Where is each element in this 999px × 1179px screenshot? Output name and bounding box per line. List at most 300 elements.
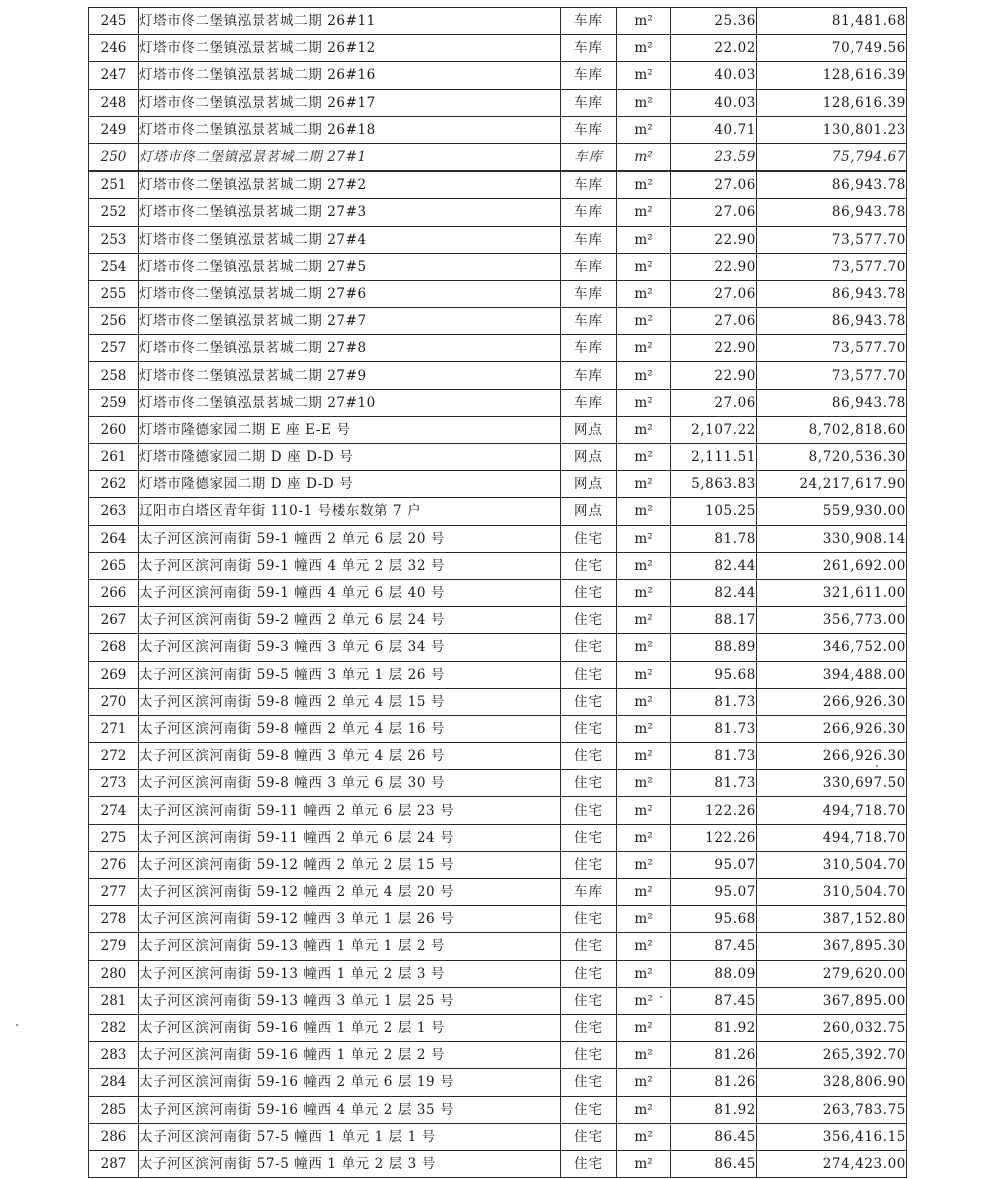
property-location: 灯塔市隆德家园二期 D 座 D-D 号 <box>139 444 561 471</box>
table-row <box>89 89 907 116</box>
row-number: 260 <box>89 416 139 443</box>
property-area: 22.02 <box>671 35 757 62</box>
property-area: 81.78 <box>671 525 757 552</box>
property-location: 灯塔市佟二堡镇泓景茗城二期 26#18 <box>139 116 561 143</box>
property-area: 86.45 <box>671 1150 757 1177</box>
property-area: 5,863.83 <box>671 471 757 498</box>
table-row <box>89 906 907 933</box>
property-area: 25.36 <box>671 8 757 35</box>
property-type: 住宅 <box>561 743 617 770</box>
area-unit: m² <box>617 797 671 824</box>
property-location: 灯塔市佟二堡镇泓景茗城二期 27#9 <box>139 362 561 389</box>
property-area: 82.44 <box>671 579 757 606</box>
area-unit: m² <box>617 933 671 960</box>
area-unit: m² <box>617 226 671 253</box>
row-number: 267 <box>89 607 139 634</box>
property-type: 车库 <box>561 879 617 906</box>
property-price: 346,752.00 <box>757 634 907 661</box>
property-price: 24,217,617.90 <box>757 471 907 498</box>
property-price: 86,943.78 <box>757 389 907 416</box>
row-number: 269 <box>89 661 139 688</box>
area-unit: m² <box>617 308 671 335</box>
property-location: 太子河区滨河南街 59-8 幢西 2 单元 4 层 16 号 <box>139 715 561 742</box>
area-unit: m² <box>617 607 671 634</box>
property-location: 太子河区滨河南街 59-3 幢西 3 单元 6 层 34 号 <box>139 634 561 661</box>
row-number: 263 <box>89 498 139 525</box>
property-area: 40.03 <box>671 62 757 89</box>
property-area: 87.45 <box>671 987 757 1014</box>
row-number: 265 <box>89 552 139 579</box>
property-area: 27.06 <box>671 308 757 335</box>
property-location: 太子河区滨河南街 59-13 幢西 1 单元 2 层 3 号 <box>139 960 561 987</box>
row-number: 248 <box>89 89 139 116</box>
property-type: 住宅 <box>561 1014 617 1041</box>
property-price: 321,611.00 <box>757 579 907 606</box>
area-unit: m² <box>617 8 671 35</box>
area-unit: m² <box>617 171 671 199</box>
property-area: 2,107.22 <box>671 416 757 443</box>
property-price: 73,577.70 <box>757 253 907 280</box>
property-price: 75,794.67 <box>757 143 907 171</box>
area-unit: m² <box>617 389 671 416</box>
property-area: 95.07 <box>671 851 757 878</box>
table-row <box>89 253 907 280</box>
scan-speck <box>16 1024 18 1026</box>
property-price: 494,718.70 <box>757 824 907 851</box>
property-type: 车库 <box>561 35 617 62</box>
area-unit: m² <box>617 1096 671 1123</box>
table-row <box>89 226 907 253</box>
property-area: 22.90 <box>671 226 757 253</box>
table-row <box>89 1123 907 1150</box>
property-location: 太子河区滨河南街 59-13 幢西 1 单元 1 层 2 号 <box>139 933 561 960</box>
area-unit: m² <box>617 1042 671 1069</box>
row-number: 286 <box>89 1123 139 1150</box>
property-location: 太子河区滨河南街 59-16 幢西 1 单元 2 层 2 号 <box>139 1042 561 1069</box>
property-area: 27.06 <box>671 280 757 307</box>
property-price: 8,702,818.60 <box>757 416 907 443</box>
area-unit: m² <box>617 688 671 715</box>
property-location: 太子河区滨河南街 59-12 幢西 3 单元 1 层 26 号 <box>139 906 561 933</box>
row-number: 283 <box>89 1042 139 1069</box>
table-row <box>89 199 907 226</box>
property-location: 灯塔市佟二堡镇泓景茗城二期 26#11 <box>139 8 561 35</box>
area-unit: m² <box>617 143 671 171</box>
table-row <box>89 280 907 307</box>
property-location: 太子河区滨河南街 59-8 幢西 2 单元 4 层 15 号 <box>139 688 561 715</box>
property-location: 灯塔市佟二堡镇泓景茗城二期 27#3 <box>139 199 561 226</box>
table-row <box>89 879 907 906</box>
area-unit: m² <box>617 498 671 525</box>
property-location: 灯塔市佟二堡镇泓景茗城二期 27#5 <box>139 253 561 280</box>
property-type: 住宅 <box>561 770 617 797</box>
property-location: 太子河区滨河南街 59-13 幢西 3 单元 1 层 25 号 <box>139 987 561 1014</box>
property-price: 86,943.78 <box>757 171 907 199</box>
area-unit: m² <box>617 770 671 797</box>
property-type: 网点 <box>561 471 617 498</box>
property-price: 73,577.70 <box>757 362 907 389</box>
property-type: 住宅 <box>561 1042 617 1069</box>
table-row <box>89 471 907 498</box>
property-type: 住宅 <box>561 688 617 715</box>
property-type: 车库 <box>561 143 617 171</box>
area-unit: m² <box>617 1150 671 1177</box>
table-row <box>89 770 907 797</box>
property-type: 车库 <box>561 308 617 335</box>
property-area: 81.73 <box>671 743 757 770</box>
table-row <box>89 688 907 715</box>
property-area: 27.06 <box>671 171 757 199</box>
area-unit: m² <box>617 89 671 116</box>
property-area: 81.73 <box>671 715 757 742</box>
property-type: 住宅 <box>561 1123 617 1150</box>
property-area: 23.59 <box>671 143 757 171</box>
area-unit: m² <box>617 661 671 688</box>
property-type: 车库 <box>561 226 617 253</box>
area-unit: m² <box>617 960 671 987</box>
area-unit: m² <box>617 579 671 606</box>
property-location: 太子河区滨河南街 57-5 幢西 1 单元 1 层 1 号 <box>139 1123 561 1150</box>
property-area: 40.71 <box>671 116 757 143</box>
property-type: 车库 <box>561 335 617 362</box>
area-unit: m² <box>617 715 671 742</box>
property-type: 车库 <box>561 89 617 116</box>
property-price: 310,504.70 <box>757 851 907 878</box>
area-unit: m² <box>617 906 671 933</box>
property-area: 82.44 <box>671 552 757 579</box>
property-area: 81.92 <box>671 1096 757 1123</box>
area-unit: m² <box>617 525 671 552</box>
property-type: 车库 <box>561 171 617 199</box>
property-price: 8,720,536.30 <box>757 444 907 471</box>
property-price: 274,423.00 <box>757 1150 907 1177</box>
property-location: 太子河区滨河南街 59-1 幢西 2 单元 6 层 20 号 <box>139 525 561 552</box>
table-row <box>89 1042 907 1069</box>
row-number: 249 <box>89 116 139 143</box>
property-type: 车库 <box>561 253 617 280</box>
property-price: 310,504.70 <box>757 879 907 906</box>
property-type: 车库 <box>561 389 617 416</box>
property-price: 128,616.39 <box>757 62 907 89</box>
area-unit: m² <box>617 1123 671 1150</box>
table-row <box>89 143 907 171</box>
property-area: 22.90 <box>671 335 757 362</box>
table-row <box>89 362 907 389</box>
area-unit: m² <box>617 879 671 906</box>
property-price: 494,718.70 <box>757 797 907 824</box>
property-type: 住宅 <box>561 525 617 552</box>
area-unit: m² <box>617 199 671 226</box>
row-number: 271 <box>89 715 139 742</box>
property-location: 灯塔市佟二堡镇泓景茗城二期 26#17 <box>139 89 561 116</box>
row-number: 266 <box>89 579 139 606</box>
property-price: 261,692.00 <box>757 552 907 579</box>
property-price: 86,943.78 <box>757 280 907 307</box>
property-location: 灯塔市佟二堡镇泓景茗城二期 26#16 <box>139 62 561 89</box>
area-unit: m² <box>617 1014 671 1041</box>
row-number: 287 <box>89 1150 139 1177</box>
property-location: 灯塔市佟二堡镇泓景茗城二期 27#8 <box>139 335 561 362</box>
property-price: 130,801.23 <box>757 116 907 143</box>
table-row <box>89 8 907 35</box>
property-location: 太子河区滨河南街 59-16 幢西 1 单元 2 层 1 号 <box>139 1014 561 1041</box>
property-type: 车库 <box>561 116 617 143</box>
area-unit: m² <box>617 335 671 362</box>
property-location: 灯塔市佟二堡镇泓景茗城二期 27#7 <box>139 308 561 335</box>
property-price: 330,908.14 <box>757 525 907 552</box>
table-row <box>89 797 907 824</box>
property-type: 住宅 <box>561 715 617 742</box>
property-location: 灯塔市隆德家园二期 D 座 D-D 号 <box>139 471 561 498</box>
property-price: 86,943.78 <box>757 199 907 226</box>
property-area: 105.25 <box>671 498 757 525</box>
table-row <box>89 743 907 770</box>
property-location: 太子河区滨河南街 59-16 幢西 4 单元 2 层 35 号 <box>139 1096 561 1123</box>
area-unit: m² <box>617 253 671 280</box>
property-location: 太子河区滨河南街 59-2 幢西 2 单元 6 层 24 号 <box>139 607 561 634</box>
property-area: 22.90 <box>671 253 757 280</box>
table-row <box>89 416 907 443</box>
area-unit: m² <box>617 416 671 443</box>
table-row <box>89 35 907 62</box>
table-row <box>89 1014 907 1041</box>
row-number: 264 <box>89 525 139 552</box>
property-type: 住宅 <box>561 579 617 606</box>
property-price: 266,926.30 <box>757 688 907 715</box>
property-location: 太子河区滨河南街 59-11 幢西 2 单元 6 层 23 号 <box>139 797 561 824</box>
table-row <box>89 607 907 634</box>
property-type: 车库 <box>561 8 617 35</box>
property-price: 356,416.15 <box>757 1123 907 1150</box>
table-row <box>89 715 907 742</box>
area-unit: m² <box>617 824 671 851</box>
property-price: 328,806.90 <box>757 1069 907 1096</box>
property-location: 辽阳市白塔区青年街 110-1 号楼东数第 7 户 <box>139 498 561 525</box>
area-unit: m² <box>617 552 671 579</box>
row-number: 273 <box>89 770 139 797</box>
property-type: 住宅 <box>561 661 617 688</box>
row-number: 257 <box>89 335 139 362</box>
property-area: 81.73 <box>671 688 757 715</box>
property-location: 太子河区滨河南街 59-11 幢西 2 单元 6 层 24 号 <box>139 824 561 851</box>
property-area: 40.03 <box>671 89 757 116</box>
area-unit: m² <box>617 743 671 770</box>
property-price: 394,488.00 <box>757 661 907 688</box>
property-price: 73,577.70 <box>757 226 907 253</box>
row-number: 285 <box>89 1096 139 1123</box>
property-type: 住宅 <box>561 933 617 960</box>
row-number: 245 <box>89 8 139 35</box>
property-area: 122.26 <box>671 824 757 851</box>
property-type: 住宅 <box>561 1096 617 1123</box>
property-location: 太子河区滨河南街 59-16 幢西 2 单元 6 层 19 号 <box>139 1069 561 1096</box>
property-price: 279,620.00 <box>757 960 907 987</box>
property-location: 太子河区滨河南街 59-5 幢西 3 单元 1 层 26 号 <box>139 661 561 688</box>
property-table-body <box>89 8 907 1178</box>
property-price: 73,577.70 <box>757 335 907 362</box>
property-location: 灯塔市佟二堡镇泓景茗城二期 27#4 <box>139 226 561 253</box>
row-number: 279 <box>89 933 139 960</box>
property-type: 车库 <box>561 280 617 307</box>
property-price: 367,895.00 <box>757 987 907 1014</box>
table-row <box>89 933 907 960</box>
property-price: 387,152.80 <box>757 906 907 933</box>
row-number: 258 <box>89 362 139 389</box>
property-price: 128,616.39 <box>757 89 907 116</box>
table-row <box>89 987 907 1014</box>
property-area: 88.17 <box>671 607 757 634</box>
row-number: 268 <box>89 634 139 661</box>
property-area: 81.73 <box>671 770 757 797</box>
property-area: 95.07 <box>671 879 757 906</box>
row-number: 261 <box>89 444 139 471</box>
property-price: 70,749.56 <box>757 35 907 62</box>
property-area: 81.92 <box>671 1014 757 1041</box>
property-type: 住宅 <box>561 607 617 634</box>
area-unit: m² <box>617 116 671 143</box>
row-number: 252 <box>89 199 139 226</box>
area-unit: m² <box>617 280 671 307</box>
property-price: 330,697.50 <box>757 770 907 797</box>
property-location: 灯塔市佟二堡镇泓景茗城二期 27#1 <box>139 143 561 171</box>
property-price: 266,926.30 <box>757 743 907 770</box>
area-unit: m² <box>617 851 671 878</box>
table-row <box>89 498 907 525</box>
row-number: 254 <box>89 253 139 280</box>
property-type: 住宅 <box>561 851 617 878</box>
property-area: 88.09 <box>671 960 757 987</box>
row-number: 253 <box>89 226 139 253</box>
table-row <box>89 661 907 688</box>
property-location: 太子河区滨河南街 59-8 幢西 3 单元 4 层 26 号 <box>139 743 561 770</box>
property-area: 81.26 <box>671 1042 757 1069</box>
property-type: 住宅 <box>561 1150 617 1177</box>
property-price: 265,392.70 <box>757 1042 907 1069</box>
property-area: 87.45 <box>671 933 757 960</box>
property-area: 27.06 <box>671 389 757 416</box>
property-type: 网点 <box>561 498 617 525</box>
property-location: 灯塔市隆德家园二期 E 座 E-E 号 <box>139 416 561 443</box>
property-location: 太子河区滨河南街 59-8 幢西 3 单元 6 层 30 号 <box>139 770 561 797</box>
area-unit: m² <box>617 444 671 471</box>
property-type: 住宅 <box>561 552 617 579</box>
property-type: 车库 <box>561 199 617 226</box>
row-number: 272 <box>89 743 139 770</box>
row-number: 250 <box>89 143 139 171</box>
property-type: 车库 <box>561 62 617 89</box>
area-unit: m² <box>617 471 671 498</box>
area-unit: m² <box>617 987 671 1014</box>
row-number: 281 <box>89 987 139 1014</box>
property-type: 住宅 <box>561 1069 617 1096</box>
property-type: 住宅 <box>561 960 617 987</box>
area-unit: m² <box>617 634 671 661</box>
row-number: 277 <box>89 879 139 906</box>
row-number: 255 <box>89 280 139 307</box>
row-number: 278 <box>89 906 139 933</box>
property-price: 559,930.00 <box>757 498 907 525</box>
property-table <box>88 7 907 1178</box>
property-price: 367,895.30 <box>757 933 907 960</box>
row-number: 275 <box>89 824 139 851</box>
property-area: 95.68 <box>671 906 757 933</box>
scan-speck <box>876 765 878 767</box>
property-type: 住宅 <box>561 824 617 851</box>
property-type: 网点 <box>561 416 617 443</box>
row-number: 270 <box>89 688 139 715</box>
table-row <box>89 62 907 89</box>
property-area: 81.26 <box>671 1069 757 1096</box>
property-price: 81,481.68 <box>757 8 907 35</box>
table-row <box>89 579 907 606</box>
property-area: 86.45 <box>671 1123 757 1150</box>
property-price: 266,926.30 <box>757 715 907 742</box>
property-type: 住宅 <box>561 987 617 1014</box>
table-row <box>89 960 907 987</box>
property-location: 灯塔市佟二堡镇泓景茗城二期 27#6 <box>139 280 561 307</box>
table-row <box>89 525 907 552</box>
property-location: 灯塔市佟二堡镇泓景茗城二期 27#2 <box>139 171 561 199</box>
table-row <box>89 851 907 878</box>
row-number: 259 <box>89 389 139 416</box>
property-location: 灯塔市佟二堡镇泓景茗城二期 26#12 <box>139 35 561 62</box>
property-type: 住宅 <box>561 797 617 824</box>
table-row <box>89 1069 907 1096</box>
property-area: 22.90 <box>671 362 757 389</box>
area-unit: m² <box>617 62 671 89</box>
table-row <box>89 1150 907 1177</box>
row-number: 274 <box>89 797 139 824</box>
table-row <box>89 116 907 143</box>
property-price: 263,783.75 <box>757 1096 907 1123</box>
table-row <box>89 335 907 362</box>
table-row <box>89 308 907 335</box>
table-row <box>89 171 907 199</box>
table-row <box>89 552 907 579</box>
row-number: 282 <box>89 1014 139 1041</box>
area-unit: m² <box>617 35 671 62</box>
row-number: 256 <box>89 308 139 335</box>
property-location: 太子河区滨河南街 59-12 幢西 2 单元 2 层 15 号 <box>139 851 561 878</box>
table-row <box>89 444 907 471</box>
property-location: 太子河区滨河南街 57-5 幢西 1 单元 2 层 3 号 <box>139 1150 561 1177</box>
row-number: 246 <box>89 35 139 62</box>
property-price: 86,943.78 <box>757 308 907 335</box>
property-type: 住宅 <box>561 906 617 933</box>
area-unit: m² <box>617 1069 671 1096</box>
property-price: 260,032.75 <box>757 1014 907 1041</box>
row-number: 262 <box>89 471 139 498</box>
row-number: 251 <box>89 171 139 199</box>
property-location: 太子河区滨河南街 59-1 幢西 4 单元 2 层 32 号 <box>139 552 561 579</box>
property-type: 住宅 <box>561 634 617 661</box>
property-area: 27.06 <box>671 199 757 226</box>
row-number: 247 <box>89 62 139 89</box>
property-area: 95.68 <box>671 661 757 688</box>
row-number: 284 <box>89 1069 139 1096</box>
property-location: 太子河区滨河南街 59-12 幢西 2 单元 4 层 20 号 <box>139 879 561 906</box>
table-row <box>89 824 907 851</box>
scan-speck <box>660 996 662 998</box>
property-area: 88.89 <box>671 634 757 661</box>
property-area: 2,111.51 <box>671 444 757 471</box>
property-location: 太子河区滨河南街 59-1 幢西 4 单元 6 层 40 号 <box>139 579 561 606</box>
table-row <box>89 1096 907 1123</box>
property-location: 灯塔市佟二堡镇泓景茗城二期 27#10 <box>139 389 561 416</box>
table-row <box>89 389 907 416</box>
area-unit: m² <box>617 362 671 389</box>
row-number: 280 <box>89 960 139 987</box>
